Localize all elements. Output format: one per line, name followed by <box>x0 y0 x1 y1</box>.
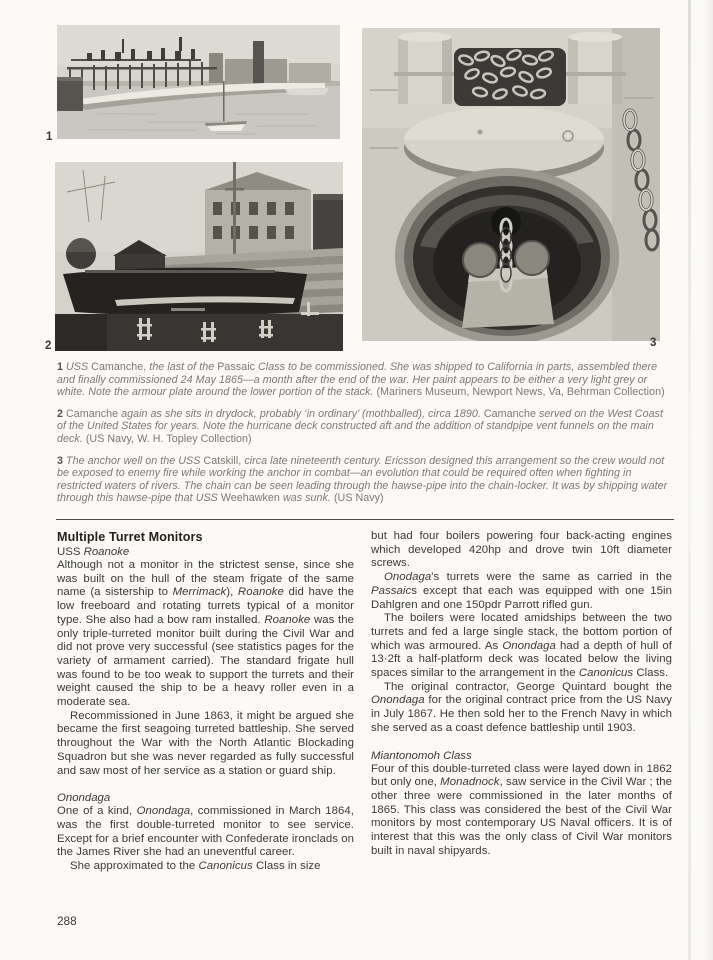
photo-camanche-drydock <box>55 162 343 351</box>
caption-1: 1 USS Camanche, the last of the Passaic Class to be commissioned. She was shipped to California in parts, assembled there and finally commissioned 24 May 1865—a month after the end of the war. Her paint appears to be either a very light grey or white. Note the armour plate around the lower portion of the stack. (Mariners Museum, Newport News, Va, Behrman Collection) <box>57 361 665 399</box>
figure-2-label: 2 <box>45 340 52 352</box>
onondaga-paragraph-2: She approximated to the Canonicus Class in size <box>70 860 321 873</box>
roanoke-paragraph-2: Recommissioned in June 1863, it might be argued she became the first seagoing turreted battleship. She served throughout the War with the North Atlantic Blockading Squadron but she was never regarded as fully successful and saw most of her service as a station or guard ship. <box>57 709 354 777</box>
left-column <box>57 530 354 874</box>
section-title: Multiple Turret Monitors <box>57 530 203 544</box>
anchor-well-photo-illustration <box>362 28 660 341</box>
photo-uss-camanche-waterfront <box>57 25 340 139</box>
figure-3-label: 3 <box>650 337 657 349</box>
caption-2: 2 Camanche again as she sits in drydock, probably ‘in ordinary’ (mothballed), circa 1890. Camanche served on the West Coast of the United States for years. Note the hurricane deck constructed aft and the addition of standpipe vent funnels on the main deck. (US Navy, W. H. Topley Collection) <box>57 407 663 445</box>
miantonomoh-paragraph-1: Four of this double-turreted class were layed down in 1862 but only one, Monadnock, saw service in the Civil War ; the other three were commissioned in the later months of 1865. This class was considered the best of the Civil War monitors by most contemporary US Naval officers. It is of interest that this was the only class of Civil War monitors built in naval shipyards. <box>371 762 672 857</box>
page-number: 288 <box>57 914 77 928</box>
onondaga-paragraph-6: The original contractor, George Quintard bought the Onondaga for the original contract price from the US Navy in July 1867. He then sold her to the French Navy in which she served as a coast defence battleship until 1903. <box>371 680 672 734</box>
scan-page-edge <box>703 0 713 960</box>
waterfront-photo-illustration <box>57 25 340 139</box>
right-column <box>371 530 672 858</box>
photo-anchor-well <box>362 28 660 341</box>
onondaga-paragraph-4: Onodaga's turrets were the same as carried in the Passaics except that each was equipped with one 15in Dahlgren and one 150pdr Parrott rifled gun. <box>371 571 672 611</box>
caption-block <box>57 361 674 514</box>
onondaga-paragraph-5: The boilers were located amidships between the two turrets and fed a large single stack, the bottom portion of which was armoured. As Onondaga had a depth of hull of 13·2ft a half-platform deck was located below the living spaces similar to the arrangement in the Canonicus Class. <box>371 612 672 680</box>
section-divider-rule <box>56 519 674 520</box>
figure-1-label: 1 <box>46 131 53 143</box>
onondaga-paragraph-1: One of a kind, Onondaga, commissioned in March 1864, was the first double-turreted monitor to see service. Except for a brief encounter with Confederate ironclads on the James River she had an uneventful career. <box>57 805 354 859</box>
scan-crease-line <box>688 0 691 960</box>
drydock-photo-illustration <box>55 162 343 351</box>
subhead-onondaga: Onondaga <box>57 792 111 805</box>
roanoke-paragraph-1: Although not a monitor in the strictest sense, since she was built on the hull of the steam frigate of the same name (a sistership to Merrimack), Roanoke did have the low freeboard and rotating turrets typical of a monitor type. She also had a bow ram installed. Roanoke was the only triple-turreted monitor built during the Civil War and did not prove very successful (see statistics pages for the variety of armament carried). The standard frigate hull was found to be too weak to support the turrets and their weight caused the ship to be a heavy roller even in a moderate sea. <box>57 559 354 709</box>
onondaga-paragraph-3: but had four boilers powering four back-acting engines which developed 420hp and drove twin 10ft diameter screws. <box>371 530 672 570</box>
subhead-miantonomoh-class: Miantonomoh Class <box>371 749 472 762</box>
caption-3: 3 The anchor well on the USS Catskill, circa late nineteenth century. Ericsson designed this arrangement so the crew would not be exposed to enemy fire while working the anchor in combat—an evolution that could be required often when fighting in restricted waters of rivers. The chain can be seen leading through the hawse-pipe into the chain-locker. It was by shipping water through this hawse-pipe that USS Weehawken was sunk. (US Navy) <box>57 454 668 505</box>
subhead-uss-roanoke: USS Roanoke <box>57 546 130 558</box>
